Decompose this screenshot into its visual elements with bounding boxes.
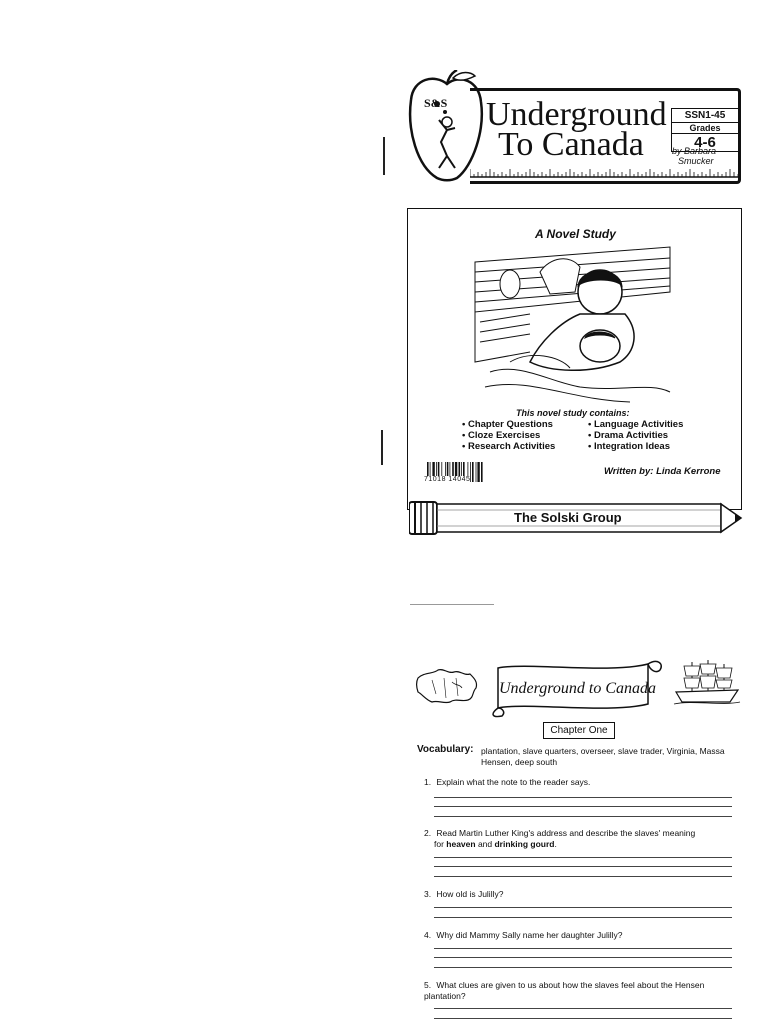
question-5 xyxy=(424,980,724,1002)
question-text: Read Martin Luther King's address and describe the slaves' meaning xyxy=(436,828,696,838)
content-item: • Integration Ideas xyxy=(588,441,670,452)
question-2-continued xyxy=(434,839,557,849)
question-text: Why did Mammy Sally name her daughter Julilly? xyxy=(436,930,623,940)
content-item: • Drama Activities xyxy=(588,430,669,441)
question-3 xyxy=(424,889,724,900)
product-code: SSN1-45 xyxy=(672,109,738,123)
cover-subtitle: A Novel Study xyxy=(535,227,616,241)
q2-and: and xyxy=(475,839,495,849)
answer-line[interactable] xyxy=(434,967,732,968)
answer-line[interactable] xyxy=(434,948,732,949)
author-name: Smucker xyxy=(678,156,714,166)
q2-end: . xyxy=(554,839,557,849)
logo-text: S&S xyxy=(424,96,448,110)
margin-mark-top xyxy=(383,137,385,175)
answer-line[interactable] xyxy=(434,907,732,908)
question-1 xyxy=(424,777,724,788)
question-number: 4. xyxy=(424,930,432,940)
question-text: Explain what the note to the reader says. xyxy=(436,777,591,787)
vocabulary-label: Vocabulary: xyxy=(417,744,474,755)
question-2 xyxy=(424,828,724,839)
contents-right xyxy=(588,419,683,452)
answer-line[interactable] xyxy=(434,876,732,877)
answer-line[interactable] xyxy=(434,917,732,918)
question-text: What clues are given to us about how the slaves feel about the Hensen plantation? xyxy=(424,980,705,1001)
question-number: 5. xyxy=(424,980,432,990)
grades-label: Grades xyxy=(672,123,738,134)
chapter-heading: Chapter One xyxy=(543,722,615,739)
author-by: by Barbara xyxy=(672,146,717,156)
answer-line[interactable] xyxy=(434,857,732,858)
answer-line[interactable] xyxy=(434,1018,732,1019)
content-item: • Research Activities xyxy=(462,441,556,452)
barcode-number: 71018 14045 xyxy=(424,476,471,483)
book-author xyxy=(672,146,716,166)
question-4 xyxy=(424,930,724,941)
content-item: • Language Activities xyxy=(588,419,684,430)
content-item: • Chapter Questions xyxy=(462,419,553,430)
ruler-graphic xyxy=(470,168,738,178)
question-number: 2. xyxy=(424,828,432,838)
cover-written-by: Written by: Linda Kerrone xyxy=(604,466,721,477)
ship-icon xyxy=(672,658,742,706)
answer-line[interactable] xyxy=(434,797,732,798)
page-separator xyxy=(410,604,494,605)
publisher-name: The Solski Group xyxy=(514,510,622,525)
answer-line[interactable] xyxy=(434,1008,732,1009)
question-number: 3. xyxy=(424,889,432,899)
contents-heading: This novel study contains: xyxy=(516,408,630,418)
title-line-1: Underground xyxy=(486,96,667,133)
answer-line[interactable] xyxy=(434,806,732,807)
contents-left xyxy=(462,419,555,452)
q2-term-heaven: heaven xyxy=(446,839,476,849)
content-item: • Cloze Exercises xyxy=(462,430,541,441)
worksheet-title: Underground to Canada xyxy=(499,680,657,697)
q2-term-gourd: drinking gourd xyxy=(494,839,555,849)
q2-for: for xyxy=(434,839,447,849)
question-text: How old is Julilly? xyxy=(436,889,504,899)
grades-value: 4-6 xyxy=(694,134,716,151)
boy-illustration-icon xyxy=(470,242,675,407)
vocabulary-list: plantation, slave quarters, overseer, slave trader, Virginia, Massa Hensen, deep south xyxy=(481,746,725,767)
title-line-2: To Canada xyxy=(498,126,644,163)
canada-map-icon xyxy=(414,664,482,708)
answer-line[interactable] xyxy=(434,866,732,867)
question-number: 1. xyxy=(424,777,432,787)
answer-line[interactable] xyxy=(434,816,732,817)
answer-line[interactable] xyxy=(434,957,732,958)
margin-mark-bottom xyxy=(381,430,383,465)
